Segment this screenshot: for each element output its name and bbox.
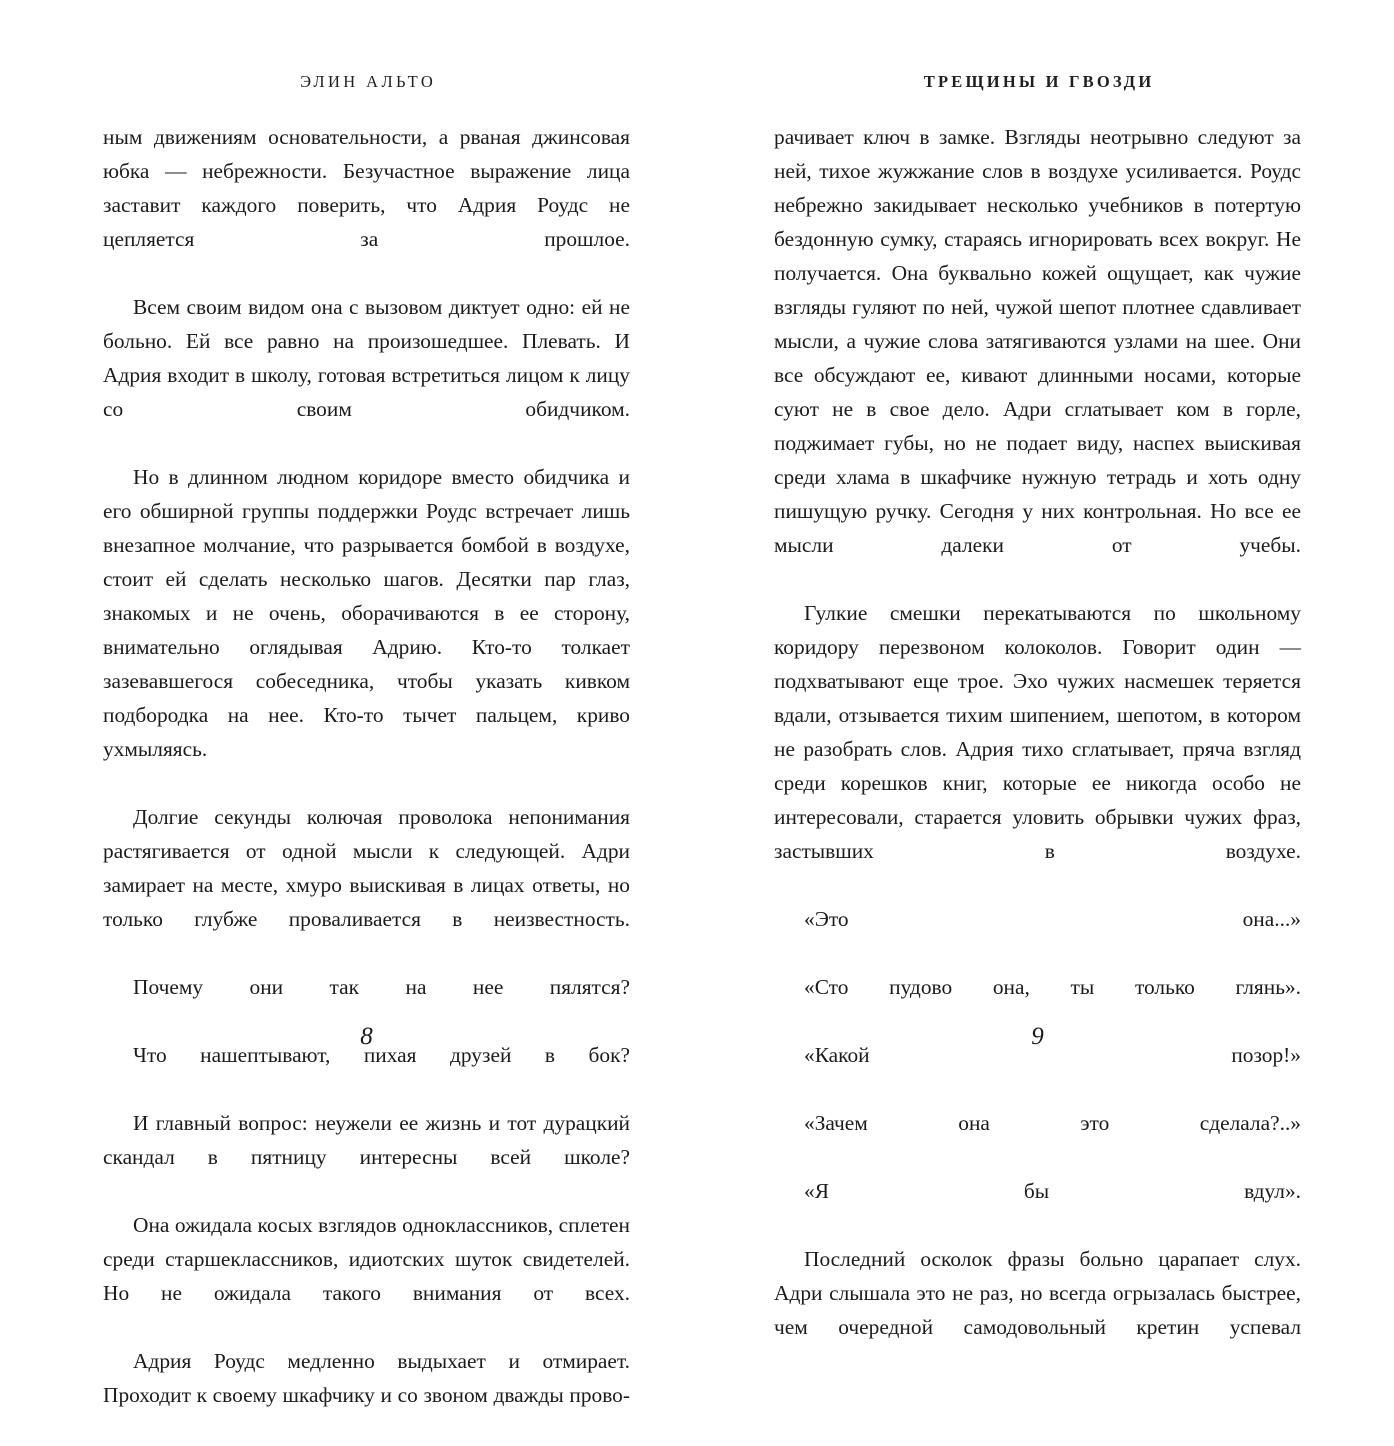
- dialogue-line: «Это она...»: [804, 907, 1301, 931]
- paragraph: рачивает ключ в замке. Взгляды неотрывно следуют за ней, тихое жужжание слов в воздухе усиливается. Роудс небрежно закидывает несколько учебников в потертую бездонную сумку, стараясь игнорировать всех вокруг. Не получается. Она буквально кожей ощущает, как чужие взгляды гуляют по ней, чужой шепот плотнее сдавливает мысли, а чужие слова затягиваются узлами на шее. Они все обсуждают ее, кивают длинными носами, которые суют не в свое дело. Адри сглатывает ком в горле, поджимает губы, но не подает виду, наспех выискивая среди хлама в шкафчике нужную тетрадь и хоть одну пишущую ручку. Сегодня у них контрольная. Но все ее мысли далеки от учебы.: [774, 125, 1301, 557]
- page-right: [697, 0, 1394, 1339]
- paragraph: И главный вопрос: неужели ее жизнь и тот дурацкий скандал в пятницу интересны всей школе?: [103, 1111, 630, 1169]
- paragraph: Долгие секунды колючая проволока непонимания растягивается от одной мысли к следующей. Адри замирает на месте, хмуро выискивая в лицах ответы, но только глубже проваливается в неизвестность.: [103, 805, 630, 931]
- page-number-left: 8: [360, 1023, 373, 1050]
- paragraph: Последний осколок фразы больно царапает слух. Адри слышала это не раз, но всегда огрызалась быстрее, чем очередной самодовольный кретин успевал: [774, 1247, 1301, 1339]
- paragraph: Почему они так на нее пялятся?: [133, 975, 630, 999]
- paragraph: Что нашептывают, пихая друзей в бок?: [133, 1043, 630, 1067]
- dialogue-line: «Сто пудово она, ты только глянь».: [804, 975, 1301, 999]
- running-head-title: ТРЕЩИНЫ И ГВОЗДИ: [923, 72, 1155, 91]
- dialogue-line: «Я бы вдул».: [804, 1179, 1301, 1203]
- dialogue-line: «Зачем она это сделала?..»: [804, 1111, 1301, 1135]
- running-head-author: ЭЛИН АЛЬТО: [300, 72, 437, 91]
- page-number-right: 9: [1031, 1023, 1044, 1050]
- dialogue-line: «Какой позор!»: [804, 1043, 1301, 1067]
- body-text-left: [103, 120, 630, 1446]
- paragraph: Она ожидала косых взглядов одноклассников, сплетен среди старшеклассников, идиотских шуток свидетелей. Но не ожидала такого внимания от всех.: [103, 1213, 630, 1305]
- paragraph: Всем своим видом она с вызовом диктует одно: ей не больно. Ей все равно на произошедшее. Плевать. И Адрия входит в школу, готовая встретиться лицом к лицу со своим обидчиком.: [103, 295, 630, 421]
- body-text-right: [774, 120, 1301, 1378]
- paragraph: ным движениям основательности, а рваная джинсовая юбка — небрежности. Безучастное выражение лица заставит каждого поверить, что Адрия Роудс не цепляется за прошлое.: [103, 125, 630, 251]
- paragraph: Гулкие смешки перекатываются по школьному коридору перезвоном колоколов. Говорит один — подхватывают еще трое. Эхо чужих насмешек теряется вдали, отзывается тихим шипением, шепотом, в котором не разобрать слов. Адрия тихо сглатывает, пряча взгляд среди корешков книг, которые ее никогда особо не интересовали, старается уловить обрывки чужих фраз, застывших в воздухе.: [774, 601, 1301, 863]
- paragraph: Но в длинном людном коридоре вместо обидчика и его обширной группы поддержки Роудс встречает лишь внезапное молчание, что разрывается бомбой в воздухе, стоит ей сделать несколько шагов. Десятки пар глаз, знакомых и не очень, оборачиваются в ее сторону, внимательно оглядывая Адрию. Кто-то толкает зазевавшегося собеседника, чтобы указать кивком подбородка на нее. Кто-то тычет пальцем, криво ухмыляясь.: [103, 465, 630, 761]
- page-left: [0, 0, 697, 1407]
- paragraph: Адрия Роудс медленно выдыхает и отмирает. Проходит к своему шкафчику и со звоном дважды прово-: [103, 1349, 630, 1407]
